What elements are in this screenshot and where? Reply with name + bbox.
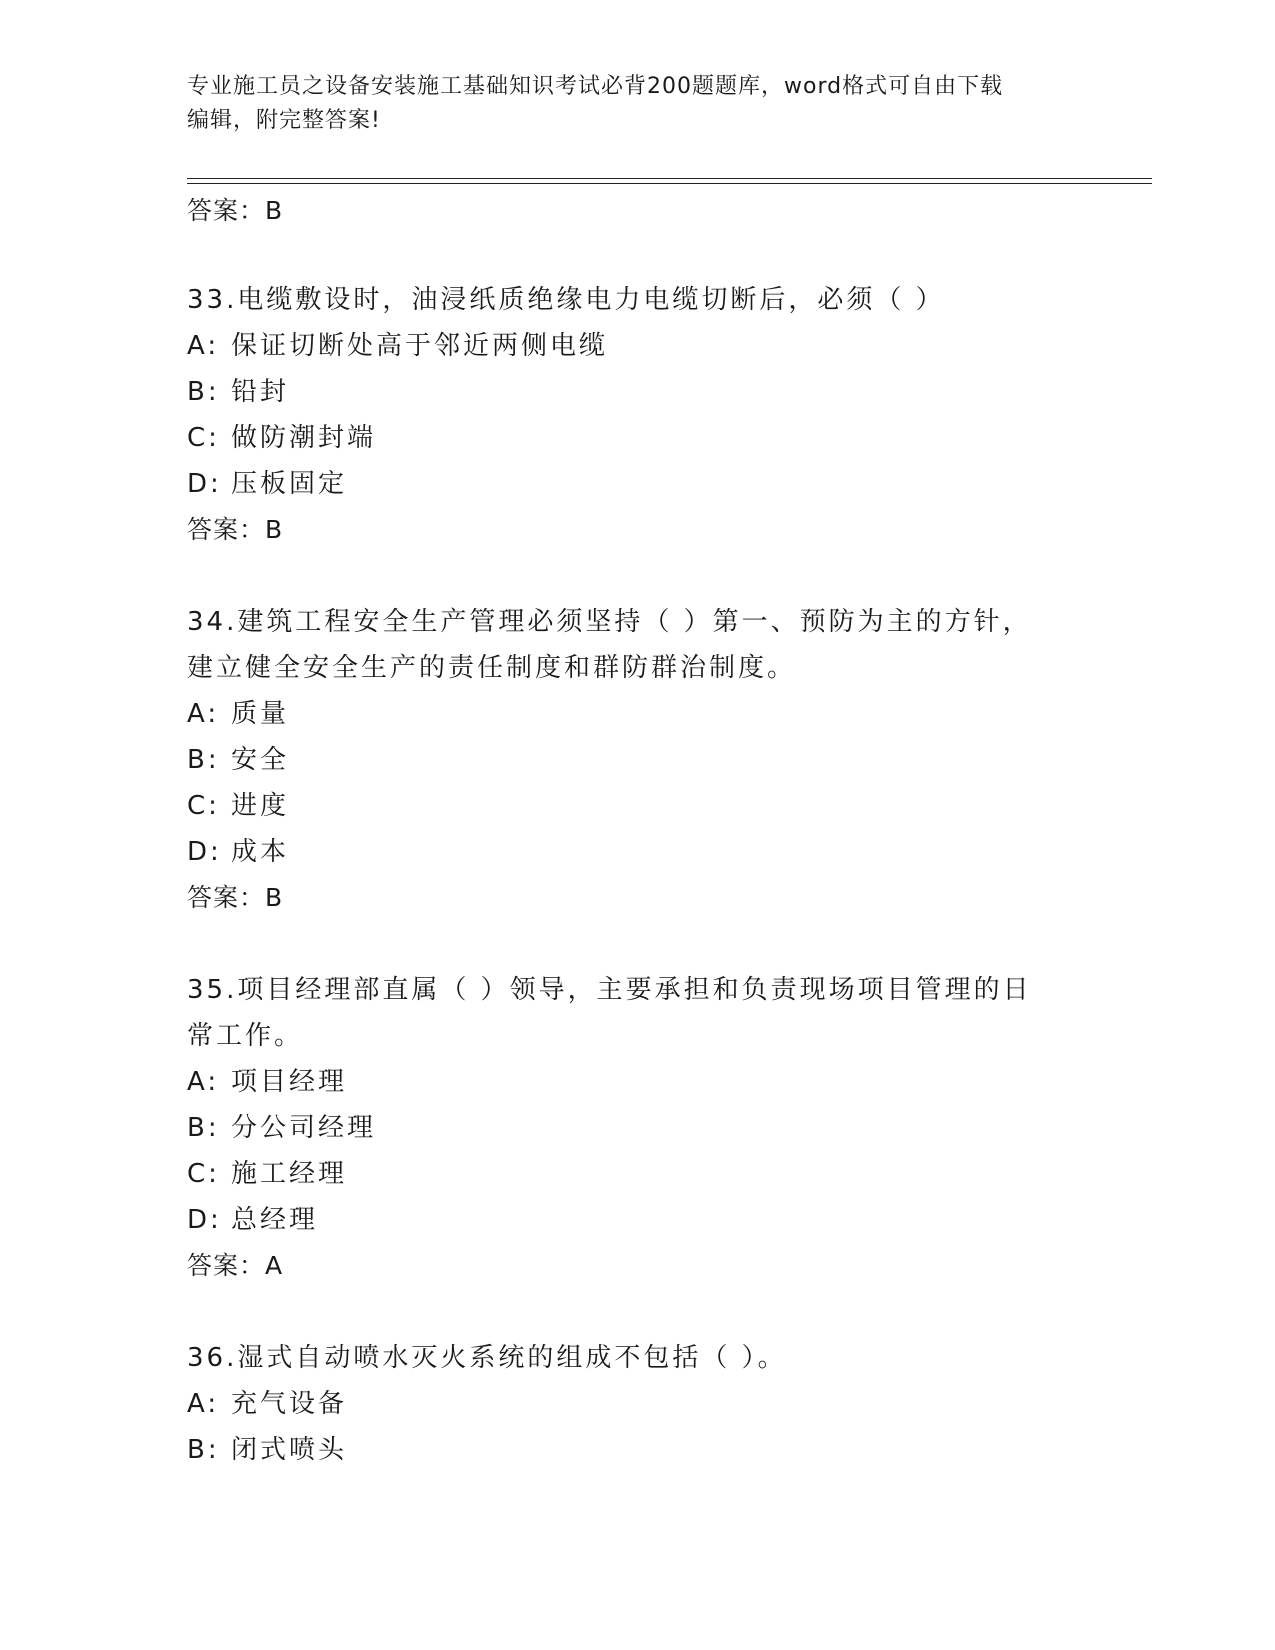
- option-letter: B:: [187, 1113, 220, 1143]
- question-stem: 33.电缆敷设时，油浸纸质绝缘电力电缆切断后，必须（ ）: [187, 285, 945, 315]
- option-c: [187, 415, 1087, 461]
- question-34: [187, 599, 1087, 921]
- header-line-2: 编辑，附完整答案!: [187, 108, 381, 133]
- option-text: 压板固定: [231, 469, 348, 499]
- answer-line: 答案：B: [187, 883, 284, 912]
- option-d: [187, 1197, 1087, 1243]
- answer-line: 答案：B: [187, 196, 284, 225]
- option-b: [187, 369, 1087, 415]
- option-letter: C:: [187, 1159, 220, 1189]
- question-33: [187, 277, 1087, 553]
- header-divider-bottom: [187, 183, 1152, 184]
- option-letter: D:: [187, 469, 222, 499]
- option-a: [187, 1381, 1087, 1427]
- question-stem: 35.项目经理部直属（ ）领导，主要承担和负责现场项目管理的日常工作。: [187, 975, 1032, 1051]
- option-letter: C:: [187, 791, 220, 821]
- question-stem: 36.湿式自动喷水灭火系统的组成不包括（ ）。: [187, 1343, 787, 1373]
- answer-line: 答案：A: [187, 1251, 284, 1280]
- option-letter: A:: [187, 1389, 220, 1419]
- option-letter: B:: [187, 745, 220, 775]
- option-letter: A:: [187, 699, 220, 729]
- question-stem: 34.建筑工程安全生产管理必须坚持（ ）第一、预防为主的方针，建立健全安全生产的责任制度和群防群治制度。: [187, 607, 1032, 683]
- option-letter: A:: [187, 331, 220, 361]
- option-text: 总经理: [231, 1205, 319, 1235]
- option-b: [187, 1427, 1087, 1473]
- option-text: 安全: [231, 745, 290, 775]
- option-letter: A:: [187, 1067, 220, 1097]
- question-35: [187, 967, 1087, 1289]
- option-c: [187, 783, 1087, 829]
- option-a: [187, 323, 1087, 369]
- option-text: 铅封: [231, 377, 290, 407]
- header-divider-top: [187, 178, 1152, 179]
- option-b: [187, 737, 1087, 783]
- option-letter: D:: [187, 1205, 222, 1235]
- answer-line: 答案：B: [187, 515, 284, 544]
- option-text: 质量: [231, 699, 290, 729]
- option-letter: D:: [187, 837, 222, 867]
- option-c: [187, 1151, 1087, 1197]
- option-letter: B:: [187, 1435, 220, 1465]
- header-line-1: 专业施工员之设备安装施工基础知识考试必背200题题库，word格式可自由下载: [187, 74, 1004, 99]
- option-text: 项目经理: [231, 1067, 348, 1097]
- question-list: [187, 191, 1087, 1473]
- document-header: [187, 70, 1087, 138]
- question-36: [187, 1335, 1087, 1473]
- option-text: 施工经理: [231, 1159, 348, 1189]
- option-text: 成本: [231, 837, 290, 867]
- option-text: 分公司经理: [231, 1113, 377, 1143]
- option-b: [187, 1105, 1087, 1151]
- option-letter: B:: [187, 377, 220, 407]
- option-a: [187, 1059, 1087, 1105]
- option-text: 进度: [231, 791, 290, 821]
- option-text: 保证切断处高于邻近两侧电缆: [231, 331, 609, 361]
- option-letter: C:: [187, 423, 220, 453]
- option-text: 闭式喷头: [231, 1435, 348, 1465]
- option-d: [187, 461, 1087, 507]
- option-d: [187, 829, 1087, 875]
- option-a: [187, 691, 1087, 737]
- option-text: 充气设备: [231, 1389, 348, 1419]
- option-text: 做防潮封端: [231, 423, 377, 453]
